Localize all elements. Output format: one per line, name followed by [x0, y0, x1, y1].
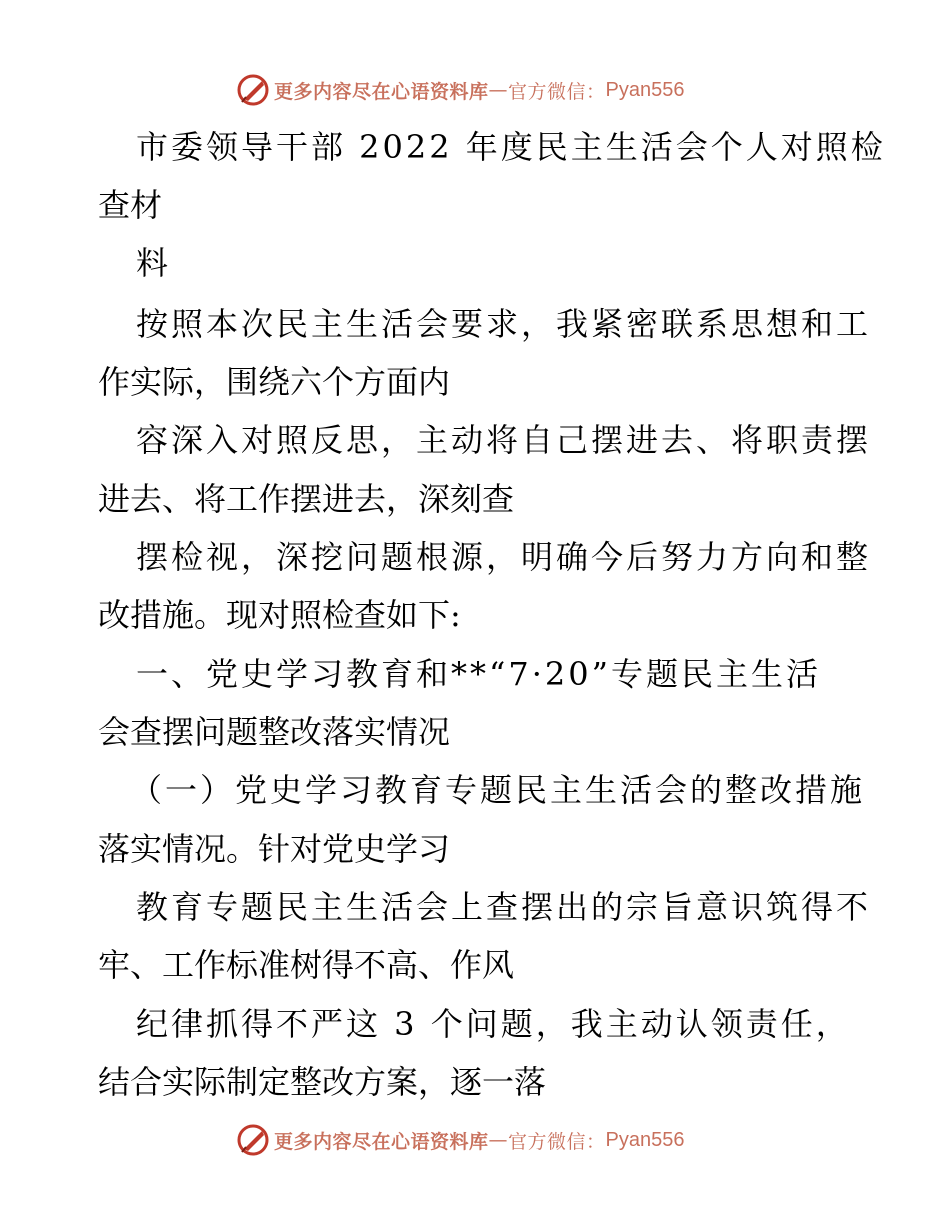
- text-line: 按照本次民主生活会要求，我紧密联系思想和工: [136, 305, 872, 343]
- watermark-brand: 更多内容尽在心语资料库: [274, 80, 489, 103]
- watermark-separator: —: [488, 1129, 509, 1151]
- watermark-brand: 更多内容尽在心语资料库: [274, 1130, 489, 1153]
- text-line: 纪律抓得不严这 3 个问题，我主动认领责任，: [136, 1005, 851, 1043]
- text-line: 容深入对照反思，主动将自己摆进去、将职责摆: [136, 421, 872, 459]
- text-line: （一）党史学习教育专题民主生活会的整改措施: [130, 771, 866, 809]
- text-line: 落实情况。针对党史学习: [98, 830, 451, 868]
- text-line: 结合实际制定整改方案，逐一落: [98, 1063, 547, 1101]
- text-line: 市委领导干部 2022 年度民主生活会个人对照检: [136, 128, 886, 166]
- watermark-wechat-label: 官方微信：: [508, 1130, 606, 1153]
- text-line: 作实际，围绕六个方面内: [98, 363, 451, 401]
- text-line: 会查摆问题整改落实情况: [98, 713, 451, 751]
- watermark-wechat-id: Pyan556: [605, 1128, 685, 1151]
- text-line: 查材: [98, 186, 163, 224]
- text-line: 改措施。现对照检查如下:: [98, 596, 461, 634]
- watermark-wechat-id: Pyan556: [605, 78, 685, 101]
- text-line: 进去、将工作摆进去，深刻查: [98, 480, 515, 518]
- text-line: 摆检视，深挖问题根源，明确今后努力方向和整: [136, 538, 872, 576]
- watermark-wechat-label: 官方微信：: [508, 80, 606, 103]
- text-line: 牢、工作标准树得不高、作风: [98, 946, 515, 984]
- watermark-separator: —: [488, 79, 509, 101]
- text-line: 料: [136, 244, 169, 282]
- text-line: 一、党史学习教育和**“7·20”专题民主生活: [136, 655, 821, 693]
- quill-logo-icon: [236, 1123, 270, 1157]
- text-line: 教育专题民主生活会上查摆出的宗旨意识筑得不: [136, 888, 872, 926]
- watermark-footer: [236, 1122, 685, 1158]
